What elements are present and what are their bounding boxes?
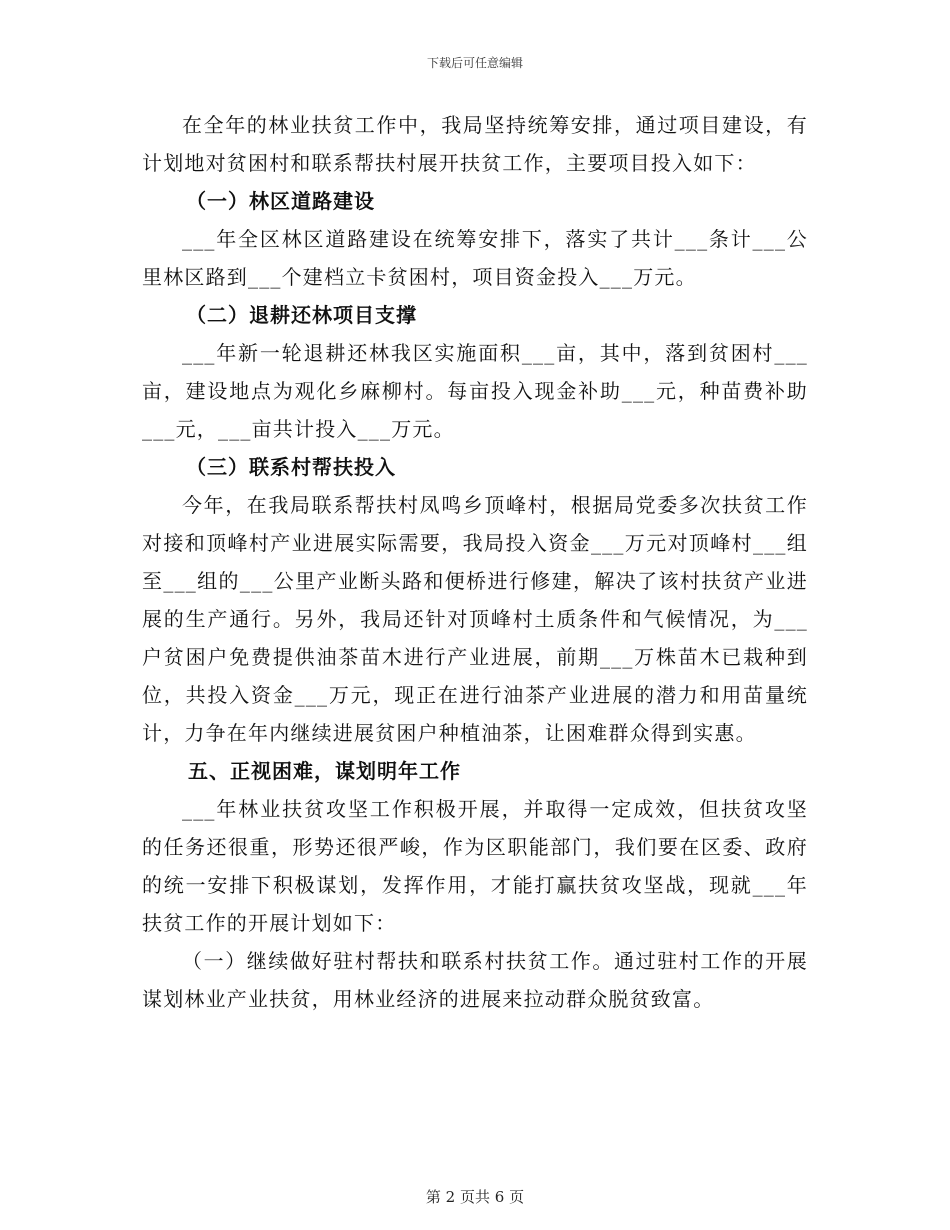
paragraph-village-support: 今年，在我局联系帮扶村凤鸣乡顶峰村，根据局党委多次扶贫工作对接和顶峰村产业进展实际需要，我局投入资金___万元对顶峰村___组至___组的___公里产业断头路和便桥进行修建，解决了该村扶贫产业进展的生产通行。另外，我局还针对顶峰村土质条件和气候情况，为___户贫困户免费提供油茶苗木进行产业进展，前期___万株苗木已栽种到位，共投入资金___万元，现正在进行油茶产业进展的潜力和用苗量统计，力争在年内继续进展贫困户种植油茶，让困难群众得到实惠。: [142, 493, 808, 745]
paragraph-plan-item-1: （一）继续做好驻村帮扶和联系村扶贫工作。通过驻村工作的开展谋划林业产业扶贫，用林业经济的进展来拉动群众脱贫致富。: [142, 949, 808, 1011]
paragraph-next-year-plan: ___年林业扶贫攻坚工作积极开展，并取得一定成效，但扶贫攻坚的任务还很重，形势还很严峻，作为区职能部门，我们要在区委、政府的统一安排下积极谋划，发挥作用，才能打赢扶贫攻坚战，现就___年扶贫工作的开展计划如下：: [142, 797, 808, 935]
heading-forest-road: （一）林区道路建设: [186, 189, 375, 213]
heading-reforestation: （二）退耕还林项目支撑: [186, 303, 417, 327]
paragraph-reforestation: ___年新一轮退耕还林我区实施面积___亩，其中，落到贫困村___亩，建设地点为观化乡麻柳村。每亩投入现金补助___元，种苗费补助___元，___亩共计投入___万元。: [142, 341, 808, 441]
page-header: 下载后可任意编辑: [426, 56, 523, 70]
paragraph-intro: 在全年的林业扶贫工作中，我局坚持统筹安排，通过项目建设，有计划地对贫困村和联系帮扶村展开扶贫工作，主要项目投入如下：: [142, 113, 808, 175]
heading-village-support: （三）联系村帮扶投入: [186, 455, 396, 479]
document-body: [142, 106, 808, 1018]
page-footer: 第 2 页共 6 页: [425, 1188, 525, 1206]
paragraph-forest-road: ___年全区林区道路建设在统筹安排下，落实了共计___条计___公里林区路到___个建档立卡贫困村，项目资金投入___万元。: [142, 227, 808, 289]
heading-next-year-plan: 五、正视困难，谋划明年工作: [188, 759, 461, 783]
